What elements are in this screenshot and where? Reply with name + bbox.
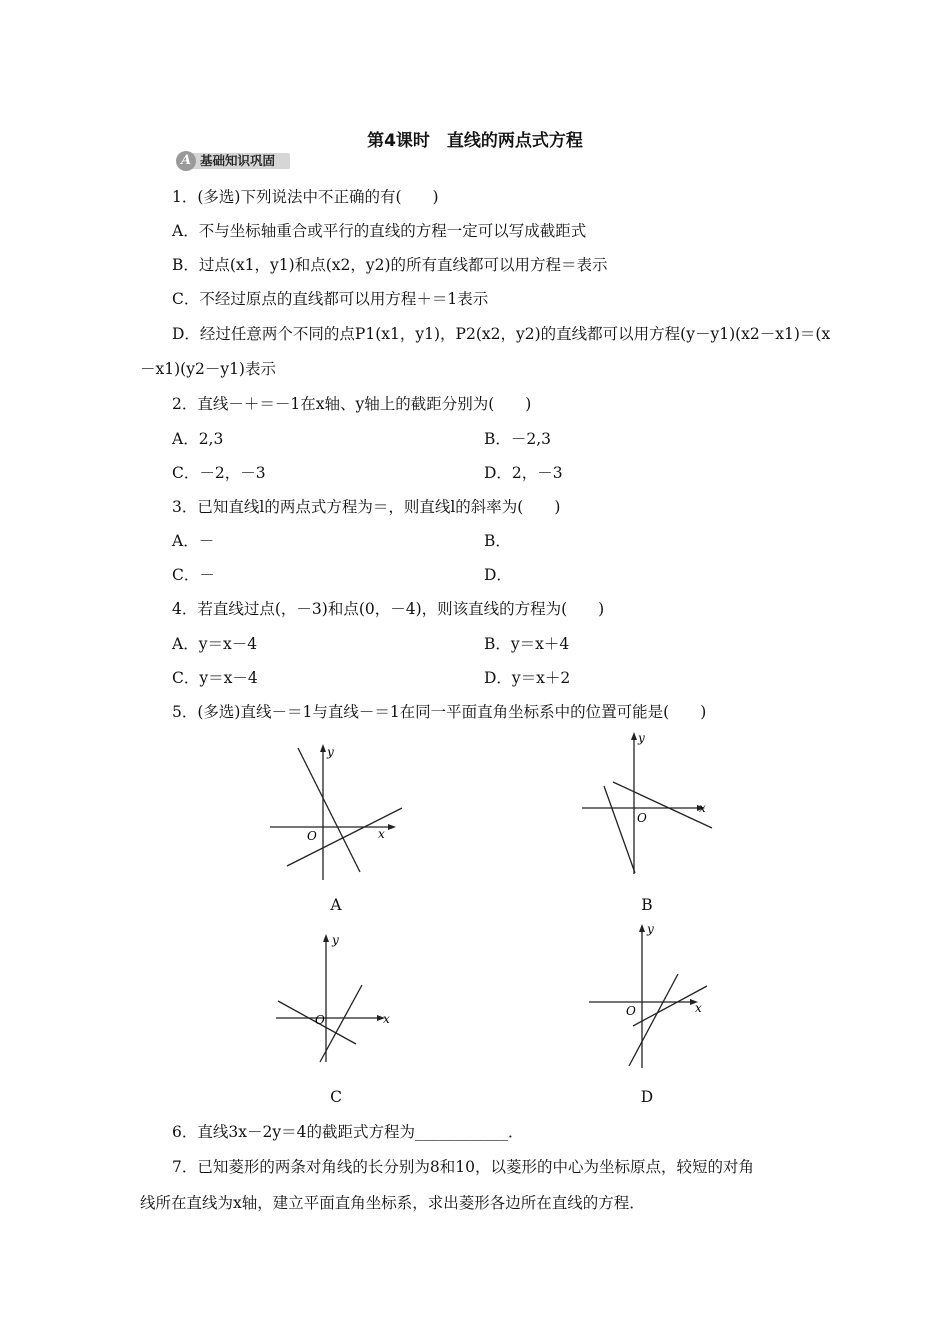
q3-option-d: D． [484,566,512,584]
q1-option-a: A．不与坐标轴重合或平行的直线的方程一定可以写成截距式 [172,222,587,240]
page-title: 第4课时 直线的两点式方程 [367,131,583,151]
graph-c-y-label: y [332,933,339,947]
q7-line2: 线所在直线为x轴，建立平面直角坐标系，求出菱形各边所在直线的方程． [140,1194,645,1212]
q6-stem: 6．直线3x－2y＝4的截距式方程为____________． [172,1123,524,1141]
graph-a-line-1 [298,748,360,872]
q1-option-d-line2: －x1)(y2－y1)表示 [140,360,276,378]
q3-option-c: C．－ [172,566,215,584]
badge-letter-icon: A [176,151,196,171]
graph-d-origin-label: O [626,1004,636,1018]
q5-stem: 5．(多选)直线－＝1与直线－＝1在同一平面直角坐标系中的位置可能是( ) [172,703,707,721]
graph-b-x-label: x [699,801,706,815]
q7-line1: 7．已知菱形的两条对角线的长分别为8和10，以菱形的中心为坐标原点，较短的对角 [172,1158,754,1176]
graph-c [270,930,400,1070]
q2-option-a: A．2,3 [172,430,224,448]
graph-c-y-arrow [323,934,329,942]
graph-d-x-label: x [695,1001,702,1015]
q1-option-d-line1: D．经过任意两个不同的点P1(x1，y1)，P2(x2，y2)的直线都可以用方程(y－y1)(x2－x1)＝(x [172,325,831,343]
q2-stem: 2．直线－＋＝－1在x轴、y轴上的截距分别为( ) [172,395,532,413]
q4-option-a: A．y＝x－4 [172,635,258,653]
q1-option-c: C．不经过原点的直线都可以用方程＋＝1表示 [172,290,489,308]
q3-option-a: A．－ [172,532,215,550]
q4-option-b: B．y＝x＋4 [484,635,570,653]
graph-c-x-label: x [383,1012,390,1026]
graph-a-y-label: y [327,745,334,759]
q4-option-d: D．y＝x＋2 [484,669,571,687]
graph-b [578,728,718,880]
graph-c-caption: C [330,1088,342,1106]
q4-option-c: C．y＝x－4 [172,669,258,687]
graph-c-origin-label: O [315,1013,325,1027]
graph-d-y-label: y [647,922,654,936]
q1-stem: 1．(多选)下列说法中不正确的有( ) [172,188,439,206]
graph-d [585,920,715,1070]
section-badge [176,150,292,172]
q3-option-b: B． [484,532,511,550]
graph-b-origin-label: O [637,811,647,825]
q3-stem: 3．已知直线l的两点式方程为＝，则直线l的斜率为( ) [172,498,561,516]
graph-a-caption: A [330,896,342,914]
graph-b-caption: B [641,896,653,914]
graph-b-line-1 [613,782,712,828]
graph-a [265,740,410,888]
badge-label: 基础知识巩固 [200,153,276,168]
graph-b-y-label: y [638,731,645,745]
q2-option-c: C．－2，－3 [172,464,266,482]
q4-stem: 4．若直线过点(，－3)和点(0，－4)，则该直线的方程为( ) [172,600,605,618]
q1-option-b: B．过点(x1，y1)和点(x2，y2)的所有直线都可以用方程＝表示 [172,256,608,274]
graph-b-line-2 [604,786,635,873]
graph-a-x-label: x [378,827,385,841]
q2-option-b: B．－2,3 [484,430,552,448]
graph-d-caption: D [640,1088,654,1106]
graph-a-y-arrow [320,744,326,752]
graph-d-y-arrow [639,924,645,932]
graph-a-x-arrow [388,824,396,830]
graph-b-y-arrow [631,732,637,740]
graph-a-origin-label: O [307,829,317,843]
q2-option-d: D．2，－3 [484,464,563,482]
graph-d-line-1 [629,974,678,1066]
